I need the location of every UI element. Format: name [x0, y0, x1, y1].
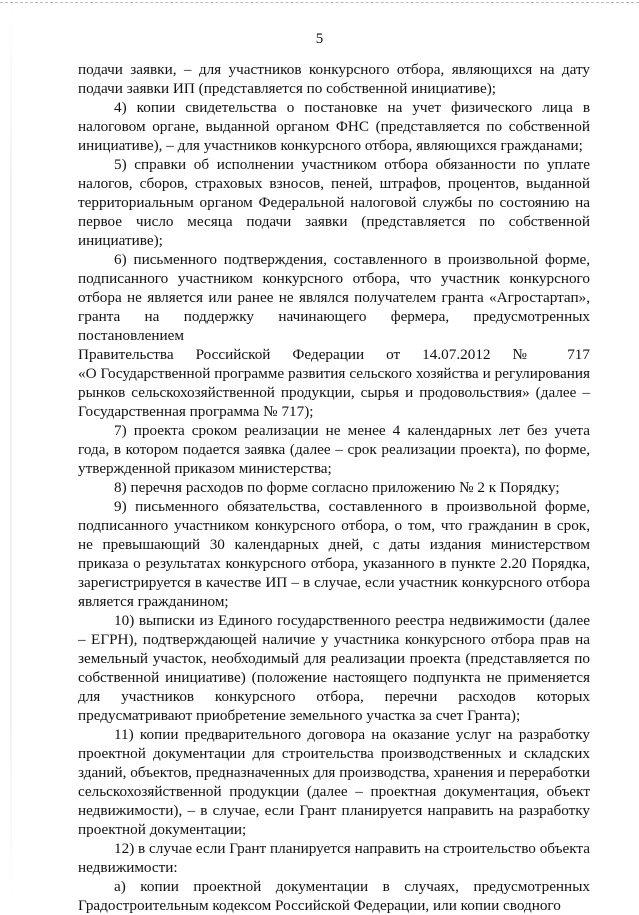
document-body [78, 60, 590, 915]
paragraph-item-10: 10) выписки из Единого государственного реестра недвижимости (далее – ЕГРН), подтверждающей наличие у участника конкурсного отбора прав на земельный участок, необходимый для реализации проекта (представляется по собственной инициативе) (положение настоящего подпункта не применяется для участников конкурсного отбора, перечни расходов которых предусматривают приобретение земельного участка за счет Гранта); [78, 612, 590, 724]
scan-edge-shadow [10, 0, 12, 904]
paragraph-item-8: 8) перечня расходов по форме согласно приложению № 2 к Порядку; [114, 479, 560, 496]
paragraph-continuation: подачи заявки, – для участников конкурсного отбора, являющихся на дату подачи заявки ИП (представляется по собственной инициативе); [78, 61, 590, 97]
paragraph-item-5: 5) справки об исполнении участником отбора обязанности по уплате налогов, сборов, страховых взносов, пеней, штрафов, процентов, выданной территориальным органом Федеральной налоговой службы по состоянию на первое число месяца подачи заявки (представляется по собственной инициативе); [78, 156, 590, 249]
paragraph-item-6: 6) письменного подтверждения, составленного в произвольной форме, подписанного участником конкурсного отбора, что участник конкурсного отбора не является или ранее не являлся получателем гранта «Агростартап», гранта на поддержку начинающего фермера, предусмотренных постановлением [78, 251, 590, 344]
paragraph-item-7: 7) проекта сроком реализации не менее 4 календарных лет без учета года, в котором подается заявка (далее – срок реализации проекта), по форме, утвержденной приказом министерства; [78, 422, 590, 477]
page-number: 5 [315, 31, 324, 47]
paragraph-item-9: 9) письменного обязательства, составленного в произвольной форме, подписанного участником конкурсного отбора, о том, что гражданин в срок, не превышающий 30 календарных дней, с даты издания министерством приказа о результатах конкурсного отбора, указанного в пункте 2.20 Порядка, зарегистрируется в качестве ИП – в случае, если участник конкурсного отбора является гражданином; [78, 498, 590, 610]
paragraph-item-6-line: Правительства Российской Федерации от 14.07.2012 № 717 [78, 346, 590, 363]
paragraph-item-6-continuation: «О Государственной программе развития сельского хозяйства и регулирования рынков сельскохозяйственной продукции, сырья и продовольствия» (далее – Государственная программа № 717); [78, 365, 590, 420]
paragraph-item-12: 12) в случае если Грант планируется направить на строительство объекта недвижимости: [78, 840, 590, 876]
paragraph-item-12a: а) копии проектной документации в случаях, предусмотренных Градостроительным кодексом Российской Федерации, или копии сводного [78, 878, 590, 914]
scan-top-border [0, 2, 639, 3]
paragraph-item-4: 4) копии свидетельства о постановке на учет физического лица в налоговом органе, выданной органом ФНС (представляется по собственной инициативе), – для участников конкурсного отбора, являющихся гражданами; [78, 99, 590, 154]
paragraph-item-11: 11) копии предварительного договора на оказание услуг на разработку проектной документации для строительства производственных и складских зданий, объектов, предназначенных для производства, хранения и переработки сельскохозяйственной продукции (далее – проектная документация, объект недвижимости), – в случае, если Грант планируется направить на разработку проектной документации; [78, 726, 590, 838]
